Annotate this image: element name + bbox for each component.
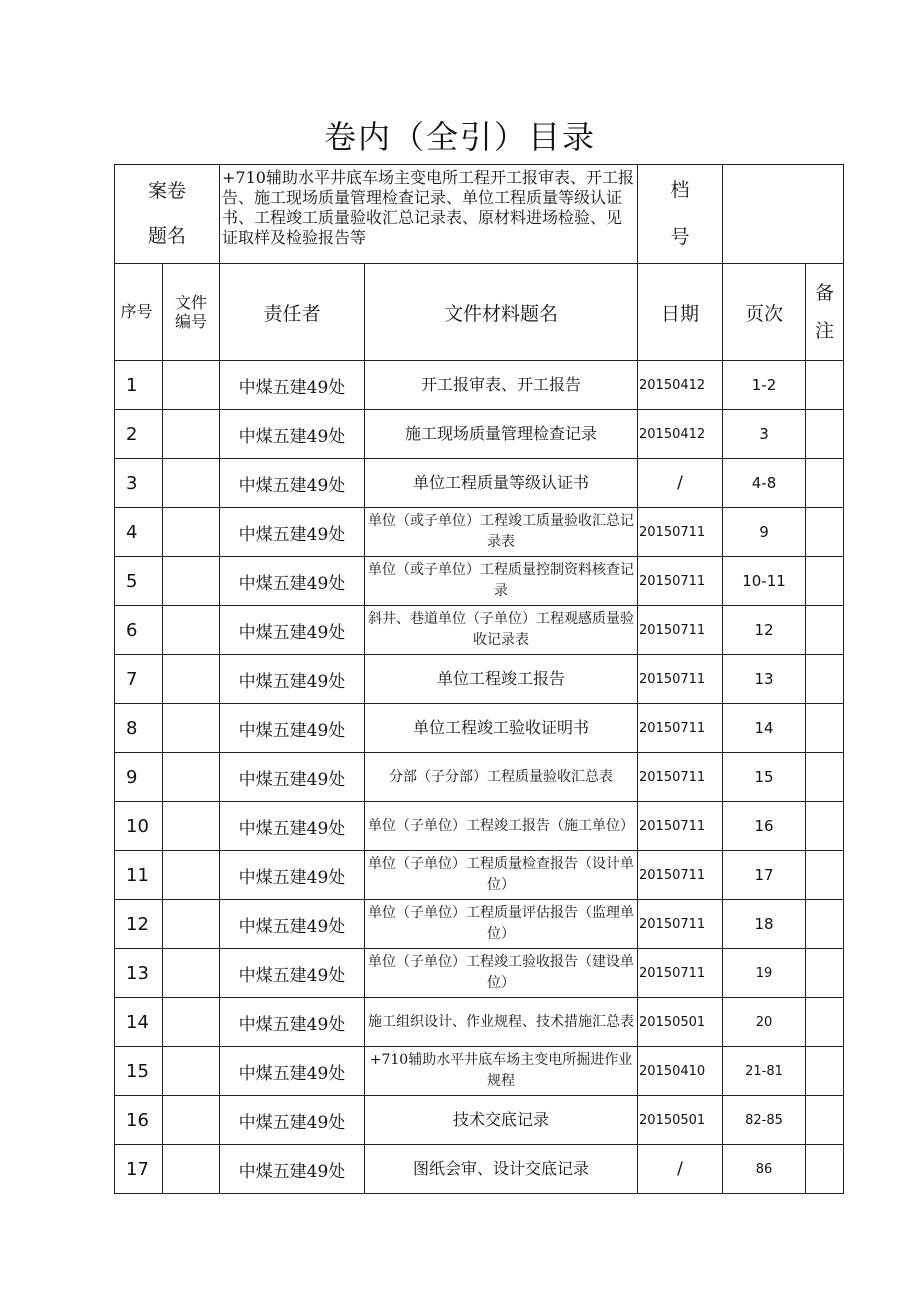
row-responsible: 中煤五建49处 (220, 802, 365, 851)
row-remarks (806, 459, 844, 508)
table-row (115, 900, 844, 949)
row-responsible: 中煤五建49处 (220, 361, 365, 410)
header-subject-row (115, 165, 844, 264)
row-remarks (806, 851, 844, 900)
subject-label-line1: 案卷 (147, 180, 186, 203)
row-remarks (806, 753, 844, 802)
row-doc-title: 单位工程质量等级认证书 (365, 459, 638, 508)
row-remarks (806, 410, 844, 459)
row-remarks (806, 508, 844, 557)
table-row (115, 704, 844, 753)
row-doc-title: 单位工程竣工验收证明书 (365, 704, 638, 753)
row-date: 20150711 (638, 508, 723, 557)
row-responsible: 中煤五建49处 (220, 1047, 365, 1096)
row-pages: 19 (723, 949, 806, 998)
row-date: 20150711 (638, 606, 723, 655)
row-seq: 3 (115, 459, 163, 508)
row-file-no (163, 802, 220, 851)
row-pages: 16 (723, 802, 806, 851)
row-doc-title: +710辅助水平井底车场主变电所掘进作业规程 (365, 1047, 638, 1096)
table-row (115, 802, 844, 851)
table-row (115, 459, 844, 508)
row-doc-title: 单位（或子单位）工程质量控制资料核查记录 (365, 557, 638, 606)
row-file-no (163, 1096, 220, 1145)
row-seq: 2 (115, 410, 163, 459)
table-row (115, 1096, 844, 1145)
row-remarks (806, 1145, 844, 1194)
row-file-no (163, 606, 220, 655)
table-row (115, 606, 844, 655)
row-date: 20150711 (638, 557, 723, 606)
row-responsible: 中煤五建49处 (220, 900, 365, 949)
row-seq: 11 (115, 851, 163, 900)
row-responsible: 中煤五建49处 (220, 1145, 365, 1194)
row-file-no (163, 753, 220, 802)
archive-label-line1: 档 (670, 179, 690, 202)
row-date: 20150412 (638, 361, 723, 410)
archive-label-cell (638, 165, 723, 264)
col-pages-header: 页次 (723, 264, 806, 361)
row-seq: 8 (115, 704, 163, 753)
row-responsible: 中煤五建49处 (220, 998, 365, 1047)
table-row (115, 557, 844, 606)
row-pages: 9 (723, 508, 806, 557)
row-responsible: 中煤五建49处 (220, 753, 365, 802)
row-doc-title: 施工现场质量管理检查记录 (365, 410, 638, 459)
row-doc-title: 单位（子单位）工程质量检查报告（设计单位） (365, 851, 638, 900)
row-file-no (163, 949, 220, 998)
row-pages: 1-2 (723, 361, 806, 410)
row-remarks (806, 557, 844, 606)
row-seq: 16 (115, 1096, 163, 1145)
row-remarks (806, 606, 844, 655)
table-row (115, 949, 844, 998)
row-responsible: 中煤五建49处 (220, 508, 365, 557)
row-doc-title: 施工组织设计、作业规程、技术措施汇总表 (365, 998, 638, 1047)
row-date: 20150711 (638, 753, 723, 802)
row-remarks (806, 1047, 844, 1096)
row-date: 20150501 (638, 998, 723, 1047)
row-responsible: 中煤五建49处 (220, 606, 365, 655)
row-pages: 13 (723, 655, 806, 704)
row-pages: 4-8 (723, 459, 806, 508)
row-responsible: 中煤五建49处 (220, 557, 365, 606)
row-date: / (638, 1145, 723, 1194)
row-seq: 9 (115, 753, 163, 802)
row-date: 20150711 (638, 949, 723, 998)
row-date: 20150711 (638, 900, 723, 949)
row-seq: 12 (115, 900, 163, 949)
catalog-table (114, 164, 844, 1194)
row-doc-title: 单位工程竣工报告 (365, 655, 638, 704)
row-seq: 1 (115, 361, 163, 410)
row-pages: 82-85 (723, 1096, 806, 1145)
row-file-no (163, 655, 220, 704)
row-seq: 10 (115, 802, 163, 851)
row-remarks (806, 900, 844, 949)
row-responsible: 中煤五建49处 (220, 949, 365, 998)
table-row (115, 655, 844, 704)
row-file-no (163, 459, 220, 508)
subject-label-cell (115, 165, 220, 264)
row-file-no (163, 557, 220, 606)
row-seq: 7 (115, 655, 163, 704)
col-remarks-header: 备注 (806, 264, 844, 361)
row-remarks (806, 704, 844, 753)
row-file-no (163, 508, 220, 557)
table-row (115, 1047, 844, 1096)
row-file-no (163, 998, 220, 1047)
row-doc-title: 开工报审表、开工报告 (365, 361, 638, 410)
row-doc-title: 技术交底记录 (365, 1096, 638, 1145)
row-remarks (806, 361, 844, 410)
row-file-no (163, 851, 220, 900)
row-pages: 10-11 (723, 557, 806, 606)
row-doc-title: 单位（子单位）工程质量评估报告（监理单位） (365, 900, 638, 949)
row-date: 20150711 (638, 655, 723, 704)
col-file-no-header: 文件编号 (163, 264, 220, 361)
row-doc-title: 图纸会审、设计交底记录 (365, 1145, 638, 1194)
row-doc-title: 分部（子分部）工程质量验收汇总表 (365, 753, 638, 802)
row-responsible: 中煤五建49处 (220, 655, 365, 704)
row-remarks (806, 998, 844, 1047)
row-pages: 12 (723, 606, 806, 655)
row-date: / (638, 459, 723, 508)
table-row (115, 753, 844, 802)
archive-label-line2: 号 (670, 226, 690, 248)
row-pages: 18 (723, 900, 806, 949)
table-row (115, 998, 844, 1047)
row-seq: 4 (115, 508, 163, 557)
row-date: 20150501 (638, 1096, 723, 1145)
column-header-row (115, 264, 844, 361)
row-file-no (163, 1047, 220, 1096)
table-row (115, 851, 844, 900)
row-pages: 14 (723, 704, 806, 753)
table-row (115, 410, 844, 459)
row-date: 20150412 (638, 410, 723, 459)
row-doc-title: 单位（或子单位）工程竣工质量验收汇总记录表 (365, 508, 638, 557)
row-date: 20150711 (638, 802, 723, 851)
row-responsible: 中煤五建49处 (220, 410, 365, 459)
row-remarks (806, 949, 844, 998)
row-date: 20150711 (638, 704, 723, 753)
table-row (115, 1145, 844, 1194)
row-seq: 5 (115, 557, 163, 606)
col-date-header: 日期 (638, 264, 723, 361)
table-row (115, 361, 844, 410)
row-seq: 17 (115, 1145, 163, 1194)
row-remarks (806, 802, 844, 851)
row-date: 20150711 (638, 851, 723, 900)
archive-no-cell (723, 165, 844, 264)
row-doc-title: 单位（子单位）工程竣工报告（施工单位） (365, 802, 638, 851)
table-row (115, 508, 844, 557)
row-date: 20150410 (638, 1047, 723, 1096)
row-pages: 86 (723, 1145, 806, 1194)
row-pages: 17 (723, 851, 806, 900)
col-title-header: 文件材料题名 (365, 264, 638, 361)
row-doc-title: 单位（子单位）工程竣工验收报告（建设单位） (365, 949, 638, 998)
row-responsible: 中煤五建49处 (220, 459, 365, 508)
col-responsible-header: 责任者 (220, 264, 365, 361)
row-remarks (806, 655, 844, 704)
row-responsible: 中煤五建49处 (220, 1096, 365, 1145)
subject-label-line2: 题名 (147, 225, 186, 247)
row-pages: 15 (723, 753, 806, 802)
row-file-no (163, 900, 220, 949)
subject-text: +710辅助水平井底车场主变电所工程开工报审表、开工报告、施工现场质量管理检查记录、单位工程质量等级认证书、工程竣工质量验收汇总记录表、原材料进场检验、见证取样及检验报告等 (220, 165, 638, 264)
col-seq-header: 序号 (115, 264, 163, 361)
row-pages: 3 (723, 410, 806, 459)
row-file-no (163, 361, 220, 410)
row-seq: 13 (115, 949, 163, 998)
row-seq: 15 (115, 1047, 163, 1096)
row-file-no (163, 410, 220, 459)
row-pages: 21-81 (723, 1047, 806, 1096)
row-responsible: 中煤五建49处 (220, 851, 365, 900)
row-seq: 14 (115, 998, 163, 1047)
row-pages: 20 (723, 998, 806, 1047)
row-seq: 6 (115, 606, 163, 655)
page-title: 卷内（全引）目录 (323, 118, 596, 156)
row-file-no (163, 704, 220, 753)
row-remarks (806, 1096, 844, 1145)
row-doc-title: 斜井、巷道单位（子单位）工程观感质量验收记录表 (365, 606, 638, 655)
row-file-no (163, 1145, 220, 1194)
row-responsible: 中煤五建49处 (220, 704, 365, 753)
